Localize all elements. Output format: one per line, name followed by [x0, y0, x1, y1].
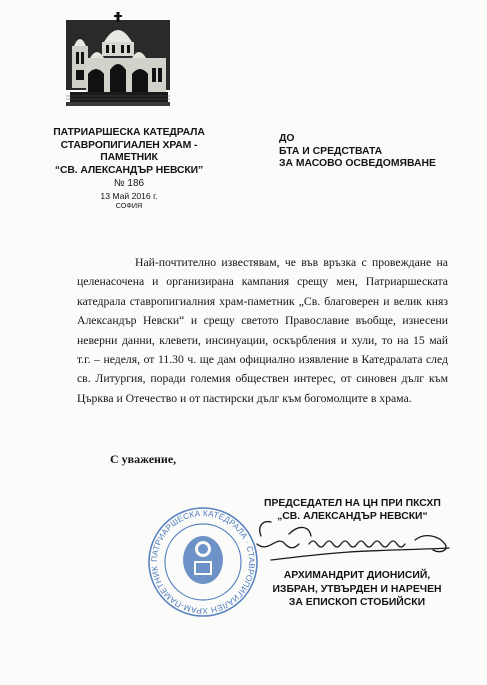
document-number: № 186 — [113, 178, 145, 190]
issuer-header — [40, 127, 218, 211]
signatory-name — [264, 569, 450, 610]
official-seal — [146, 505, 260, 619]
body-paragraph: Най-почтително известявам, че във връзка с провеждане на целенасочена и организирана кампания срещу мен, Патриаршеската катедрала ставропигиалния храм-паметник „Св. благоверен и велик княз Александър Невски“ и срещу светото Православие въобще, изнесени неверни данни, клевети, инсинуации, оскърбления и хули, то на 15 май т.г. – неделя, от 11.30 ч. ще дам официално изявление в Катедралата след св. Литургия, поради големия обществен интерес, от синовен дълг към Църква и Отечество и от пастирски дълг към богомолците в храма. — [77, 256, 448, 405]
signatory-title-line-1: ПРЕДСЕДАТЕЛ НА ЦН ПРИ ПКСХП — [264, 498, 441, 509]
signatory-name-line-3: ЗА ЕПИСКОП СТОБИЙСКИ — [288, 597, 426, 609]
recipient-line-3: ЗА МАСОВО ОСВЕДОМЯВАНЕ — [279, 158, 436, 170]
recipient-line-1: ДО — [279, 133, 295, 144]
issuer-line-2: СТАВРОПИГИАЛЕН ХРАМ - ПАМЕТНИК — [60, 139, 198, 164]
document-date: 13 Май 2016 г. — [100, 190, 158, 201]
document-city: СОФИЯ — [115, 201, 143, 211]
signatory-name-line-1: АРХИМАНДРИТ ДИОНИСИЙ, — [283, 570, 431, 581]
seal-text: ПАТРИАРШЕСКА КАТЕДРАЛА · СТАВРОПИГИАЛЕН ХРАМ-ПАМЕТНИК — [149, 508, 257, 616]
signatory-title-line-2: „СВ. АЛЕКСАНДЪР НЕВСКИ“ — [277, 510, 428, 522]
cathedral-logo — [66, 12, 170, 124]
signatory-title — [264, 498, 441, 524]
recipient-line-2: БТА И СРЕДСТВАТА — [279, 145, 383, 157]
recipient-block — [279, 133, 436, 171]
issuer-line-3: “СВ. АЛЕКСАНДЪР НЕВСКИ” — [54, 164, 204, 176]
closing-salutation: С уважение, — [110, 452, 177, 466]
signatory-name-line-2: ИЗБРАН, УТВЪРДЕН И НАРЕЧЕН — [272, 583, 442, 595]
letter-body — [77, 253, 448, 408]
issuer-line-1: ПАТРИАРШЕСКА КАТЕДРАЛА — [53, 127, 205, 138]
